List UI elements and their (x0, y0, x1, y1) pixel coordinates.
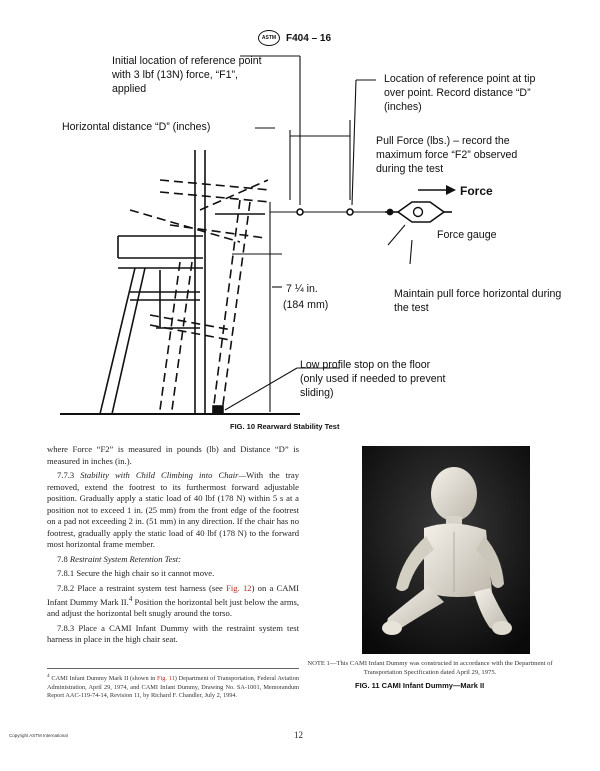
paragraph-7-7-3 (47, 470, 299, 551)
high-chair-solid (100, 150, 265, 415)
paragraph-7-8-3: 7.8.3 Place a CAMI Infant Dummy with the restraint system test harness in place in the high chair seat. (47, 622, 299, 645)
paragraph-7-8-1: 7.8.1 Secure the high chair so it cannot move. (57, 568, 215, 578)
body-text (47, 444, 299, 649)
section-text: Position the horizontal belt just below the arms, and adjust the horizontal belt snugly around the torso. (47, 596, 299, 619)
force-gauge (385, 202, 452, 222)
label-pull-force: Pull Force (lbs.) – record the maximum force “F2” observed during the test (376, 135, 518, 175)
label-tip-over-location: Location of reference point at tip over point. Record distance “D” (inches) (384, 73, 536, 113)
footnote-text: ) Department of Transportation, Federal Aviation Administration, April 29, 1974, and CAMI Infant Dummy, Drawing No. SA-1001, Memorandum Report AAC-119-74-14, Revision 11, by Richard F. Chandler, July 2, 1994. (47, 675, 299, 700)
copyright-notice: Copyright ASTM International (9, 733, 68, 738)
reference-point-tip (347, 209, 353, 215)
section-number: 7.8 (57, 553, 70, 564)
document-id: F404 – 16 (286, 32, 332, 44)
footnote-text: CAMI Infant Dummy Mark II (shown in (49, 675, 157, 683)
paragraph-7-8-2 (47, 583, 299, 620)
section-title: Stability with Child Climbing into Chair— (80, 470, 247, 480)
label-height-metric: (184 mm) (283, 299, 329, 311)
section-text: 7.8.2 Place a restraint system test harness (see (57, 582, 227, 593)
low-profile-stop (213, 406, 223, 414)
label-height: 7 ¼ in. (286, 283, 318, 295)
figure-10-caption: FIG. 10 Rearward Stability Test (230, 422, 340, 431)
label-horizontal-distance: Horizontal distance “D” (inches) (62, 121, 211, 133)
fig-11-link[interactable]: Fig. 11 (156, 675, 175, 683)
label-initial-location: Initial location of reference point with 3 lbf (13N) force, “F1”, applied (112, 55, 262, 95)
cami-infant-dummy-photo (362, 446, 530, 654)
astm-logo: ASTM (258, 30, 280, 46)
label-force-gauge: Force gauge (437, 229, 497, 241)
force-arrow (418, 185, 456, 195)
reference-point-initial (297, 209, 303, 215)
page-number: 12 (294, 730, 303, 740)
fig-12-link[interactable]: Fig. 12 (226, 582, 252, 593)
paragraph-force-definition: where Force “F2” is measured in pounds (lb) and Distance “D” is measured in inches (in.). (47, 444, 299, 466)
footnote (47, 668, 299, 701)
label-force: Force (460, 184, 493, 198)
figure-11-caption: FIG. 11 CAMI Infant Dummy—Mark II (355, 681, 485, 690)
label-maintain-horizontal: Maintain pull force horizontal during the test (394, 288, 562, 314)
section-text: With the tray removed, extend the footrest to its furthermost forward adjustable position. Gradually apply a static load of 40 lbf (178 N) within 5 s at a position not to exceed 1 in. (25 mm) from the front edge of the footrest on a pad not exceeding 2 in. (51 mm) in any direction. If the chair has no footrest, gradually apply the static load of 40 lbf (178 N) to the forward most horizontal frame member. (47, 470, 299, 549)
footnote-marker[interactable]: 4 (128, 595, 133, 603)
label-low-profile-stop: Low profile stop on the floor (only used if needed to prevent sliding) (300, 359, 446, 399)
section-number: 7.7.3 (57, 470, 81, 480)
section-text: ) on a CAMI Infant Dummy Mark II. (47, 582, 299, 607)
footnote-number: 4 (47, 673, 50, 679)
paragraph-7-8 (47, 554, 299, 566)
section-title: Restraint System Retention Test: (69, 553, 182, 564)
figure-11-note: NOTE 1—This CAMI Infant Dummy was constructed in accordance with the Department of Transportation Specification dated April 29, 1975. (307, 660, 553, 676)
